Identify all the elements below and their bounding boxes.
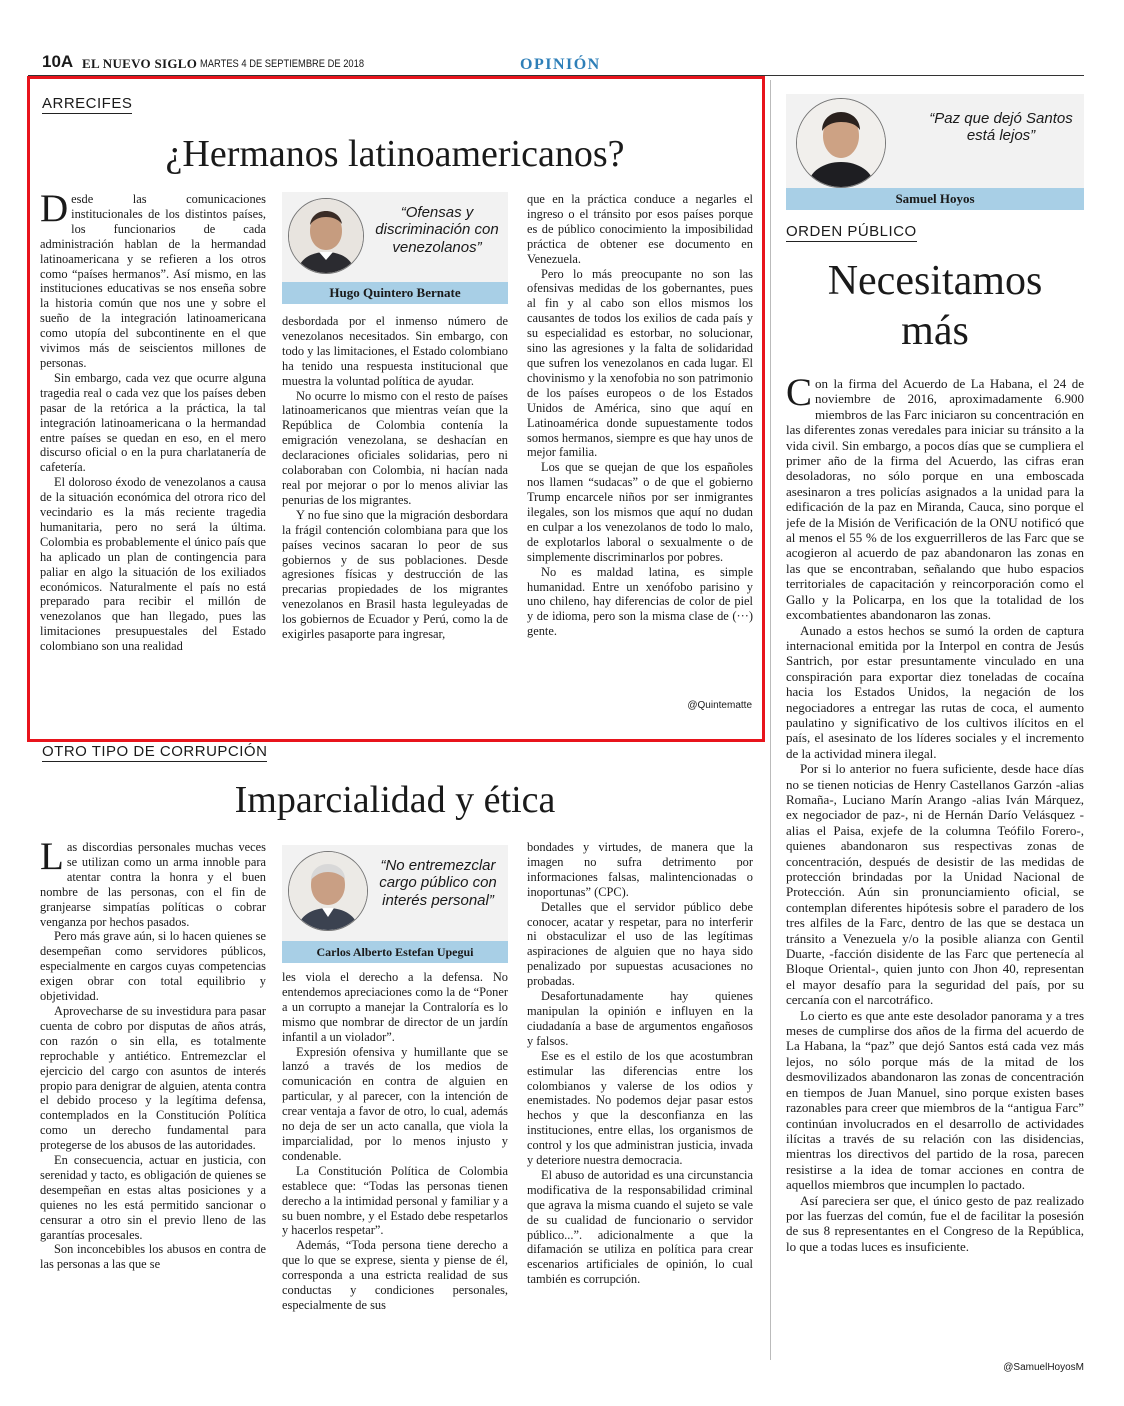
paragraph: Detalles que el servidor público debe conocer, acatar y respetar, para no interferir ni obstaculizar el uso de las legítimas aspiraciones de alguien que no haya sido penalizado por supuestas acusaciones no probadas.	[527, 899, 753, 989]
pull-quote: “No entremezclar cargo público con interés personal”	[379, 857, 497, 909]
drop-cap: L	[40, 840, 64, 878]
paragraph: Aunado a estos hechos se sumó la orden de captura internacional emitida por la Interpol en contra de Jesús Santrich, por estar presuntamente vinculado en una conspiración para exportar diez toneladas de cocaína hacia los Estados Unidos, la negación de los negociadores a entregar las rutas de coca, el aumento paulatino y significativo de los cultivos ilícitos en el país, el asesinato de los líderes sociales y el incremento de la actividad minera ilegal.	[786, 622, 1084, 761]
headline-line: más	[901, 308, 969, 354]
pull-quote: “Paz que dejó Santos está lejos”	[929, 110, 1073, 145]
author-name: Carlos Alberto Estefan Upegui	[282, 941, 508, 963]
headline-line: Necesitamos	[827, 258, 1043, 304]
article3-column	[786, 376, 1084, 1356]
paragraph: bondades y virtudes, de manera que la imagen no sufra detrimento por informaciones falsas, malintencionadas o inoportunas” (CPC).	[527, 840, 753, 899]
article2-author-box	[282, 845, 508, 963]
article3-headline	[786, 256, 1084, 356]
paragraph: Sin embargo, cada vez que ocurre alguna tragedia real o cada vez que los países deben pasar de la retórica a la práctica, la tal integración latinoamericana o la hermandad entre países se quedan en eso, en el mero discurso oficial o en la pura charlatanería de cafetería.	[40, 370, 266, 475]
author-portrait	[288, 851, 368, 931]
paragraph: as discordias personales muchas veces se utilizan como un arma innoble para atentar contra la honra y el buen nombre de las personas, con el fin de granjearse simpatías políticas o cobrar venganza por hechos pasados.	[40, 840, 266, 929]
paragraph: Desafortunadamente hay quienes manipulan la opinión e influyen en la ciudadanía a base de argumentos engañosos y falsos.	[527, 989, 753, 1048]
paragraph: Y no fue sino que la migración desbordara la frágil contención colombiana para que los países vecinos sacaran lo peor de sus gobiernos y de sus poblaciones. Desde agresiones físicas y destrucción de las precarias propiedades de los migrantes venezolanos en Brasil hasta leguleyadas de los gobiernos de Ecuador y Perú, como la de exigirles pasaporte para ingresar,	[282, 507, 508, 642]
page-number: 10A	[42, 52, 74, 71]
article2-kicker: OTRO TIPO DE CORRUPCIÓN	[42, 743, 268, 760]
column-divider	[770, 80, 771, 1360]
paragraph: desbordada por el inmenso número de venezolanos necesitados. Sin embargo, con todo y las limitaciones, el Estado colombiano ha tenido una respuesta institucional que muestra la voluntad política de ayudar.	[282, 314, 508, 388]
author-portrait	[796, 98, 886, 188]
article3-handle: @SamuelHoyosM	[1003, 1362, 1084, 1373]
paragraph: La Constitución Política de Colombia establece que: “Todas las personas tienen derecho a la intimidad personal y familiar y a su buen nombre, y el Estado debe respetarlos y hacerlos respetar”.	[282, 1163, 508, 1238]
paragraph: Expresión ofensiva y humillante que se lanzó a través de los medios de comunicación en contra de alguien en particular, y al parecer, con la intención de crear ventaja a favor de otro, lo cual, además no deja de ser un acto canalla, que viola la imparcialidad, por lo menos injusto y condenable.	[282, 1044, 508, 1163]
article3-kicker: ORDEN PÚBLICO	[786, 223, 917, 240]
article1-handle: @Quintematte	[687, 700, 752, 711]
highlight-frame	[27, 76, 765, 742]
paragraph: on la firma del Acuerdo de La Habana, el 24 de noviembre de 2016, aproximadamente 6.900 miembros de las Farc iniciaron su concentración en las diferentes zonas veredales para iniciar su tránsito a la vida civil. Sin embargo, a pocos días que se cumpliera el primer año de la firma del Acuerdo, las cifras eran desoladoras, no sólo porque en una emboscada asesinaron a tres policías asignados a la unidad para la edificación de la paz en Miranda, Cauca, sino porque el jefe de la Misión de Verificación de la ONU notificó que al menos el 55 % de los exguerrilleros de las Farc que se acogieron al acuerdo de paz abandonaron las zonas en las que se encontraban, señalando que hubo espacios territoriales de capacitación y reincorporación como el Gallo y la Policarpa, en los que la totalidad de los excombatientes abandonaron las zonas.	[786, 376, 1084, 623]
paragraph: El abuso de autoridad es una circunstancia modificativa de la responsabilidad criminal que agrava la misma cuando el sujeto se vale de su cualidad de funcionario o servidor público...”. adicionalmente a que la difamación se utiliza en política para crear escenarios artificiales de opinión, lo cual también es corrupción.	[527, 1167, 753, 1287]
paragraph: Además, “Toda persona tiene derecho a que lo que se exprese, sienta y piense de él, corresponda a una estricta realidad de sus conductas y condiciones personales, especialmente de sus	[282, 1238, 508, 1312]
paragraph: No es maldad latina, es simple humanidad. Entre un xenófobo parisino y uno chileno, hay diferencias de color de piel y de idioma, pero son la misma clase de (···) gente.	[527, 564, 753, 639]
drop-cap: C	[786, 376, 813, 414]
article1-headline: ¿Hermanos latinoamericanos?	[165, 133, 625, 175]
drop-cap: D	[40, 192, 69, 230]
paragraph: Ese es el estilo de los que acostumbran estimular las diferencias entre los colombianos y valerse de los odios y enemistades. No podemos dejar pasar estos hechos y que la desconfianza en las instituciones, entre ellas, los organismos de control y los que administran justicia, invada y deteriore nuestra democracia.	[527, 1048, 753, 1168]
paragraph: Pero lo más preocupante no son las ofensivas medidas de los gobernantes, pues al fin y al cabo son ellos mismos los causantes de todos los exilios de cada país y su especialidad es estorbar, no solucionar, sino las agresiones y la falta de solidaridad que sufren los venezolanos en cada lugar. El chovinismo y la xenofobia no son patrimonio de los países europeos o de los Estados Unidos de América, sino que aquí en Latinoamérica donde supuestamente todos somos hermanos, siempre es que hay unos de mejor familia.	[527, 266, 753, 460]
paragraph: Por si lo anterior no fuera suficiente, desde hace días no se tienen noticias de Henry Castellanos Garzón -alias Romaña-, Luciano Marín Arango -alias Iván Márquez, ex negociador de paz-, ni de Hernán Darío Velásquez -alias el Paisa, exjefe de la columna Teófilo Forero-, quienes abandonaron sus respectivas zonas de concentración, después de desistir de las medidas de protección brindadas por la Unidad Nacional de Protección. Aún sin pronunciamiento oficial, se contemplan diferentes hipótesis sobre el paradero de los tres alfiles de la Farc, dentro de las que se destaca un tránsito a Venezuela y/o la posible alianza con Gentil Duarte, -facción disidente de las Farc que pertenecía al Bloque Oriental-, quien junto con Jhon 40, representan el mayor desafío para la seguridad del país, por su cercanía con el narcotráfico.	[786, 761, 1084, 1008]
article2-column-2	[282, 970, 508, 1350]
paragraph: Pero más grave aún, si lo hacen quienes se desempeñan como servidores públicos, especialmente en cargos cuyas competencias exigen obrar con total equilibrio y objetividad.	[40, 929, 266, 1004]
paragraph: Aprovecharse de su investidura para pasar cuenta de cobro por disputas de años atrás, con razón o sin ella, es totalmente reprochable y antiético. Entremezclar el ejercicio del cargo con asuntos de interés propio para denigrar de alguien, atenta contra el debido proceso y la legítima defensa, contemplados en la Constitución Política como un derecho fundamental para protegerse de los abusos de las autoridades.	[40, 1003, 266, 1153]
issue-date: MARTES 4 DE SEPTIEMBRE DE 2018	[200, 58, 365, 70]
article2-headline: Imparcialidad y ética	[234, 779, 556, 821]
paragraph: El doloroso éxodo de venezolanos a causa de la situación económica del otrora rico del vecindario es la más reciente tragedia humanitaria, pero no será la última. Colombia es probablemente el único país que ha aplicado un plan de contingencia para paliar en algo la situación de los exiliados económicos. Naturalmente el país no está preparado para recibir el millón de venezolanos que han llegado, pues las limitaciones presupuestales del Estado colombiano son una realidad	[40, 475, 266, 654]
paragraph: En consecuencia, actuar en justicia, con serenidad y tacto, es obligación de quienes se desempeñan en estas altas posiciones y a quienes no les está permitido sancionar o censurar a otro sin el previo lleno de las garantías procesales.	[40, 1153, 266, 1242]
paragraph: Son inconcebibles los abusos en contra de las personas a las que se	[40, 1242, 266, 1272]
pull-quote: “Ofensas y discriminación con venezolanos”	[375, 204, 499, 256]
paragraph: les viola el derecho a la defensa. No entendemos apreciaciones como la de “Poner a un corrupto a manejar la Contraloría es lo mismo que nombrar de director de un jardín infantil a un violador”.	[282, 970, 508, 1044]
article3-author-box	[786, 94, 1084, 210]
paragraph: No ocurre lo mismo con el resto de países latinoamericanos que mientras veían que la República de Colombia contenía la emigración venezolana, se deshacían en declaraciones oficiales solidarias, pero ni colaboraban con Colombia, ni hacían nada real por mejorar o por lo menos aliviar las penurias de los migrantes.	[282, 388, 508, 507]
paper-name: EL NUEVO SIGLO	[82, 56, 198, 71]
article2-column-1	[40, 840, 266, 1360]
paragraph: que en la práctica conduce a negarles el ingreso o el tránsito por esos países porque es de público conocimiento la imposibilidad práctica de obtener ese documento en Venezuela.	[527, 192, 753, 266]
article2-column-3	[527, 840, 753, 1360]
author-name: Hugo Quintero Bernate	[282, 282, 508, 304]
paragraph: esde las comunicaciones institucionales de los distintos países, los funcionarios de cada administración hablan de la hermandad latinoamericana y se refieren a los otros como “países hermanos”. Así mismo, en las instituciones educativas se nos enseña sobre la historia común que nos une y sobre el sueño de la integración latinoamericana como utopía del subcontinente en el que vivimos más de seiscientos millones de personas.	[40, 192, 266, 370]
paragraph: Así pareciera ser que, el único gesto de paz realizado por las fuerzas del común, fue el de facilitar la posesión de sus 8 representantes en el Congreso de la República, lo que a todas luces es insuficiente.	[786, 1192, 1084, 1254]
paragraph: Los que se quejan de que los españoles nos llamen “sudacas” o de que el gobierno Trump encarcele niños por ser inmigrantes ilegales, son los mismos que aquí no dudan en culpar a los venezolanos de todo lo malo, de explotarlos laboral o sexualmente o de simplemente discriminarlos por pobres.	[527, 460, 753, 564]
author-name: Samuel Hoyos	[786, 188, 1084, 210]
paragraph: Lo cierto es que ante este desolador panorama y a tres meses de cumplirse dos años de la firma del acuerdo de La Habana, la “paz” que dejó Santos está cada vez más lejos, no sólo porque más de la mitad de los desmovilizados abandonaron las zonas de concentración en tiempos de Juan Manuel, sino porque existen bases razonables para creer que miembros de la “antigua Farc” continúan involucrados en el desarrollo de actividades ilícitas a través de su relación con las disidencias, mientras los directivos del partido de la rosa, parecen resistirse a la idea de tomar acciones en contra de aquellos miembros que incumplen lo pactado.	[786, 1007, 1084, 1193]
section-name: OPINIÓN	[520, 56, 601, 73]
article1-kicker: ARRECIFES	[42, 95, 133, 112]
